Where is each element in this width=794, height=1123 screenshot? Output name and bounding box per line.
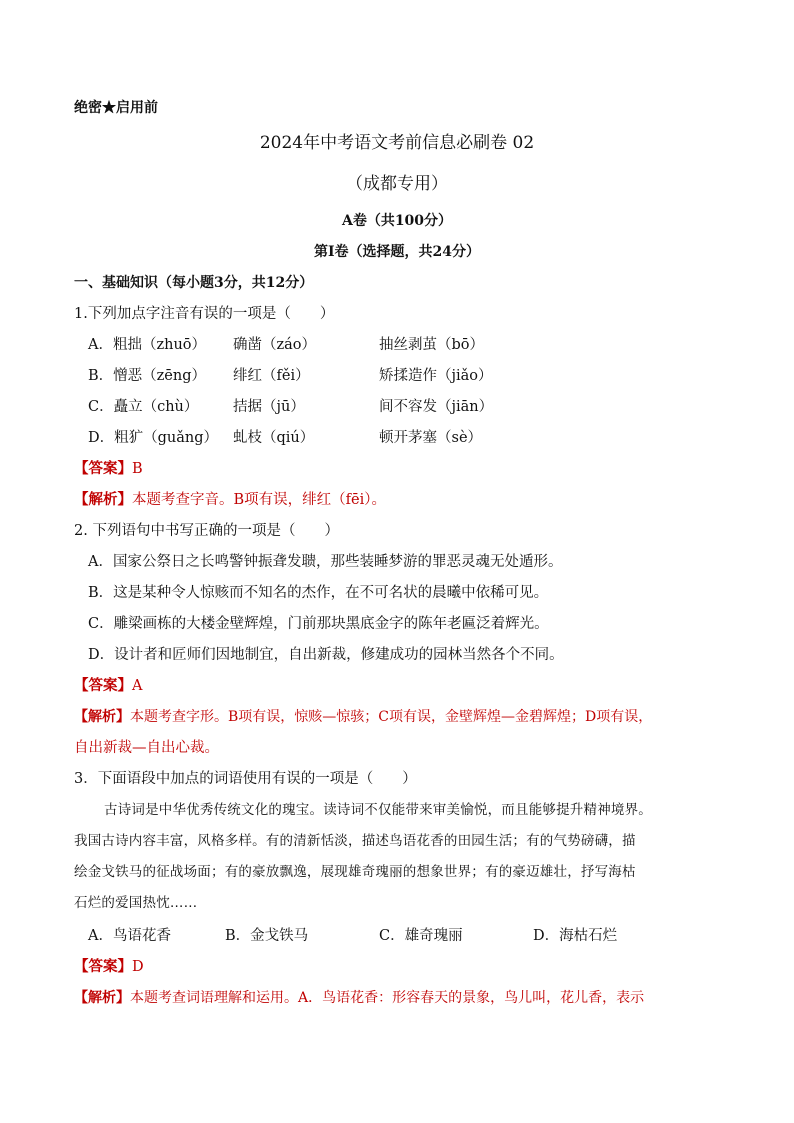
answer-label: 【答案】 bbox=[74, 677, 132, 694]
q3-answer bbox=[74, 957, 144, 977]
section1-heading: 一、基础知识（每小题3分，共12分） bbox=[74, 275, 314, 291]
q3-option-b: B．金戈铁马 bbox=[225, 928, 309, 944]
q3-option-c: C．雄奇瑰丽 bbox=[379, 928, 463, 944]
q2-stem: 2. 下列语句中书写正确的一项是（ ） bbox=[74, 523, 339, 539]
answer-value: B bbox=[132, 461, 143, 477]
analysis-text: 本题考查字音。B项有误，绯红（fēi）。 bbox=[132, 492, 386, 508]
q1-option-c-2: 拮据（jū） bbox=[233, 399, 305, 415]
q2-answer bbox=[74, 676, 142, 696]
answer-label: 【答案】 bbox=[74, 958, 132, 975]
q1-option-a-2: 确凿（záo） bbox=[233, 337, 317, 353]
answer-value: A bbox=[132, 678, 143, 694]
part1-heading: 第Ⅰ卷（选择题，共24分） bbox=[313, 244, 481, 260]
q1-option-a-1: A．粗拙（zhuō） bbox=[88, 337, 207, 353]
q3-option-d: D．海枯石烂 bbox=[533, 928, 618, 944]
answer-label: 【答案】 bbox=[74, 460, 132, 477]
q3-passage-line2: 我国古诗内容丰富，风格多样。有的清新恬淡，描述鸟语花香的田园生活；有的气势磅礴，描 bbox=[74, 833, 636, 849]
q1-option-b-3: 矫揉造作（jiǎo） bbox=[379, 368, 493, 384]
q1-option-d-1: D．粗犷（guǎng） bbox=[88, 430, 219, 446]
q1-option-a-3: 抽丝剥茧（bō） bbox=[379, 337, 485, 353]
q2-option-b: B．这是某种令人惊赅而不知名的杰作，在不可名状的晨曦中依稀可见。 bbox=[88, 585, 549, 601]
q2-analysis bbox=[74, 707, 652, 727]
q1-analysis bbox=[74, 490, 386, 510]
exam-title: 2024年中考语文考前信息必刷卷 02 bbox=[259, 133, 535, 153]
q1-option-c-3: 间不容发（jiān） bbox=[379, 399, 494, 415]
q1-option-d-2: 虬枝（qiú） bbox=[233, 430, 315, 446]
analysis-text-line1: 本题考查字形。B项有误，惊赅—惊骇；C项有误，金壁辉煌—金碧辉煌；D项有误， bbox=[130, 709, 653, 725]
q1-option-c-1: C．矗立（chù） bbox=[88, 399, 199, 415]
q1-option-b-1: B．憎恶（zēng） bbox=[88, 368, 206, 384]
q1-option-b-2: 绯红（fěi） bbox=[233, 368, 310, 384]
q3-passage-line4: 石烂的爱国热忱…… bbox=[74, 895, 198, 911]
analysis-text: 本题考查词语理解和运用。A．鸟语花香：形容春天的景象，鸟儿叫，花儿香，表示 bbox=[130, 990, 645, 1006]
analysis-label: 【解析】 bbox=[74, 990, 130, 1006]
q1-option-d-3: 顿开茅塞（sè） bbox=[379, 430, 483, 446]
analysis-label: 【解析】 bbox=[74, 709, 130, 725]
q2-option-d: D．设计者和匠师们因地制宜，自出新裁，修建成功的园林当然各个不同。 bbox=[88, 647, 564, 663]
q3-analysis bbox=[74, 988, 644, 1008]
answer-value: D bbox=[132, 959, 144, 975]
q3-passage-line3: 绘金戈铁马的征战场面；有的豪放飘逸，展现雄奇瑰丽的想象世界；有的豪迈雄壮，抒写海枯 bbox=[74, 864, 636, 880]
volume-a-heading: A卷（共100分） bbox=[341, 213, 453, 229]
q1-answer bbox=[74, 459, 143, 479]
q2-analysis-line2: 自出新裁—自出心裁。 bbox=[74, 740, 219, 756]
q2-option-c: C．雕梁画栋的大楼金壁辉煌，门前那块黑底金字的陈年老匾泛着辉光。 bbox=[88, 616, 549, 632]
q3-passage-line1: 古诗词是中华优秀传统文化的瑰宝。读诗词不仅能带来审美愉悦，而且能够提升精神境界。 bbox=[104, 802, 652, 818]
q3-stem: 3．下面语段中加点的词语使用有误的一项是（ ） bbox=[74, 771, 417, 787]
q1-stem: 1.下列加点字注音有误的一项是（ ） bbox=[74, 306, 335, 322]
confidential-label: 绝密★启用前 bbox=[74, 100, 158, 116]
analysis-label: 【解析】 bbox=[74, 491, 132, 508]
exam-subtitle: （成都专用） bbox=[346, 174, 448, 194]
q2-option-a: A．国家公祭日之长鸣警钟振聋发聩，那些装睡梦游的罪恶灵魂无处遁形。 bbox=[88, 554, 563, 570]
q3-option-a: A．鸟语花香 bbox=[88, 928, 171, 944]
